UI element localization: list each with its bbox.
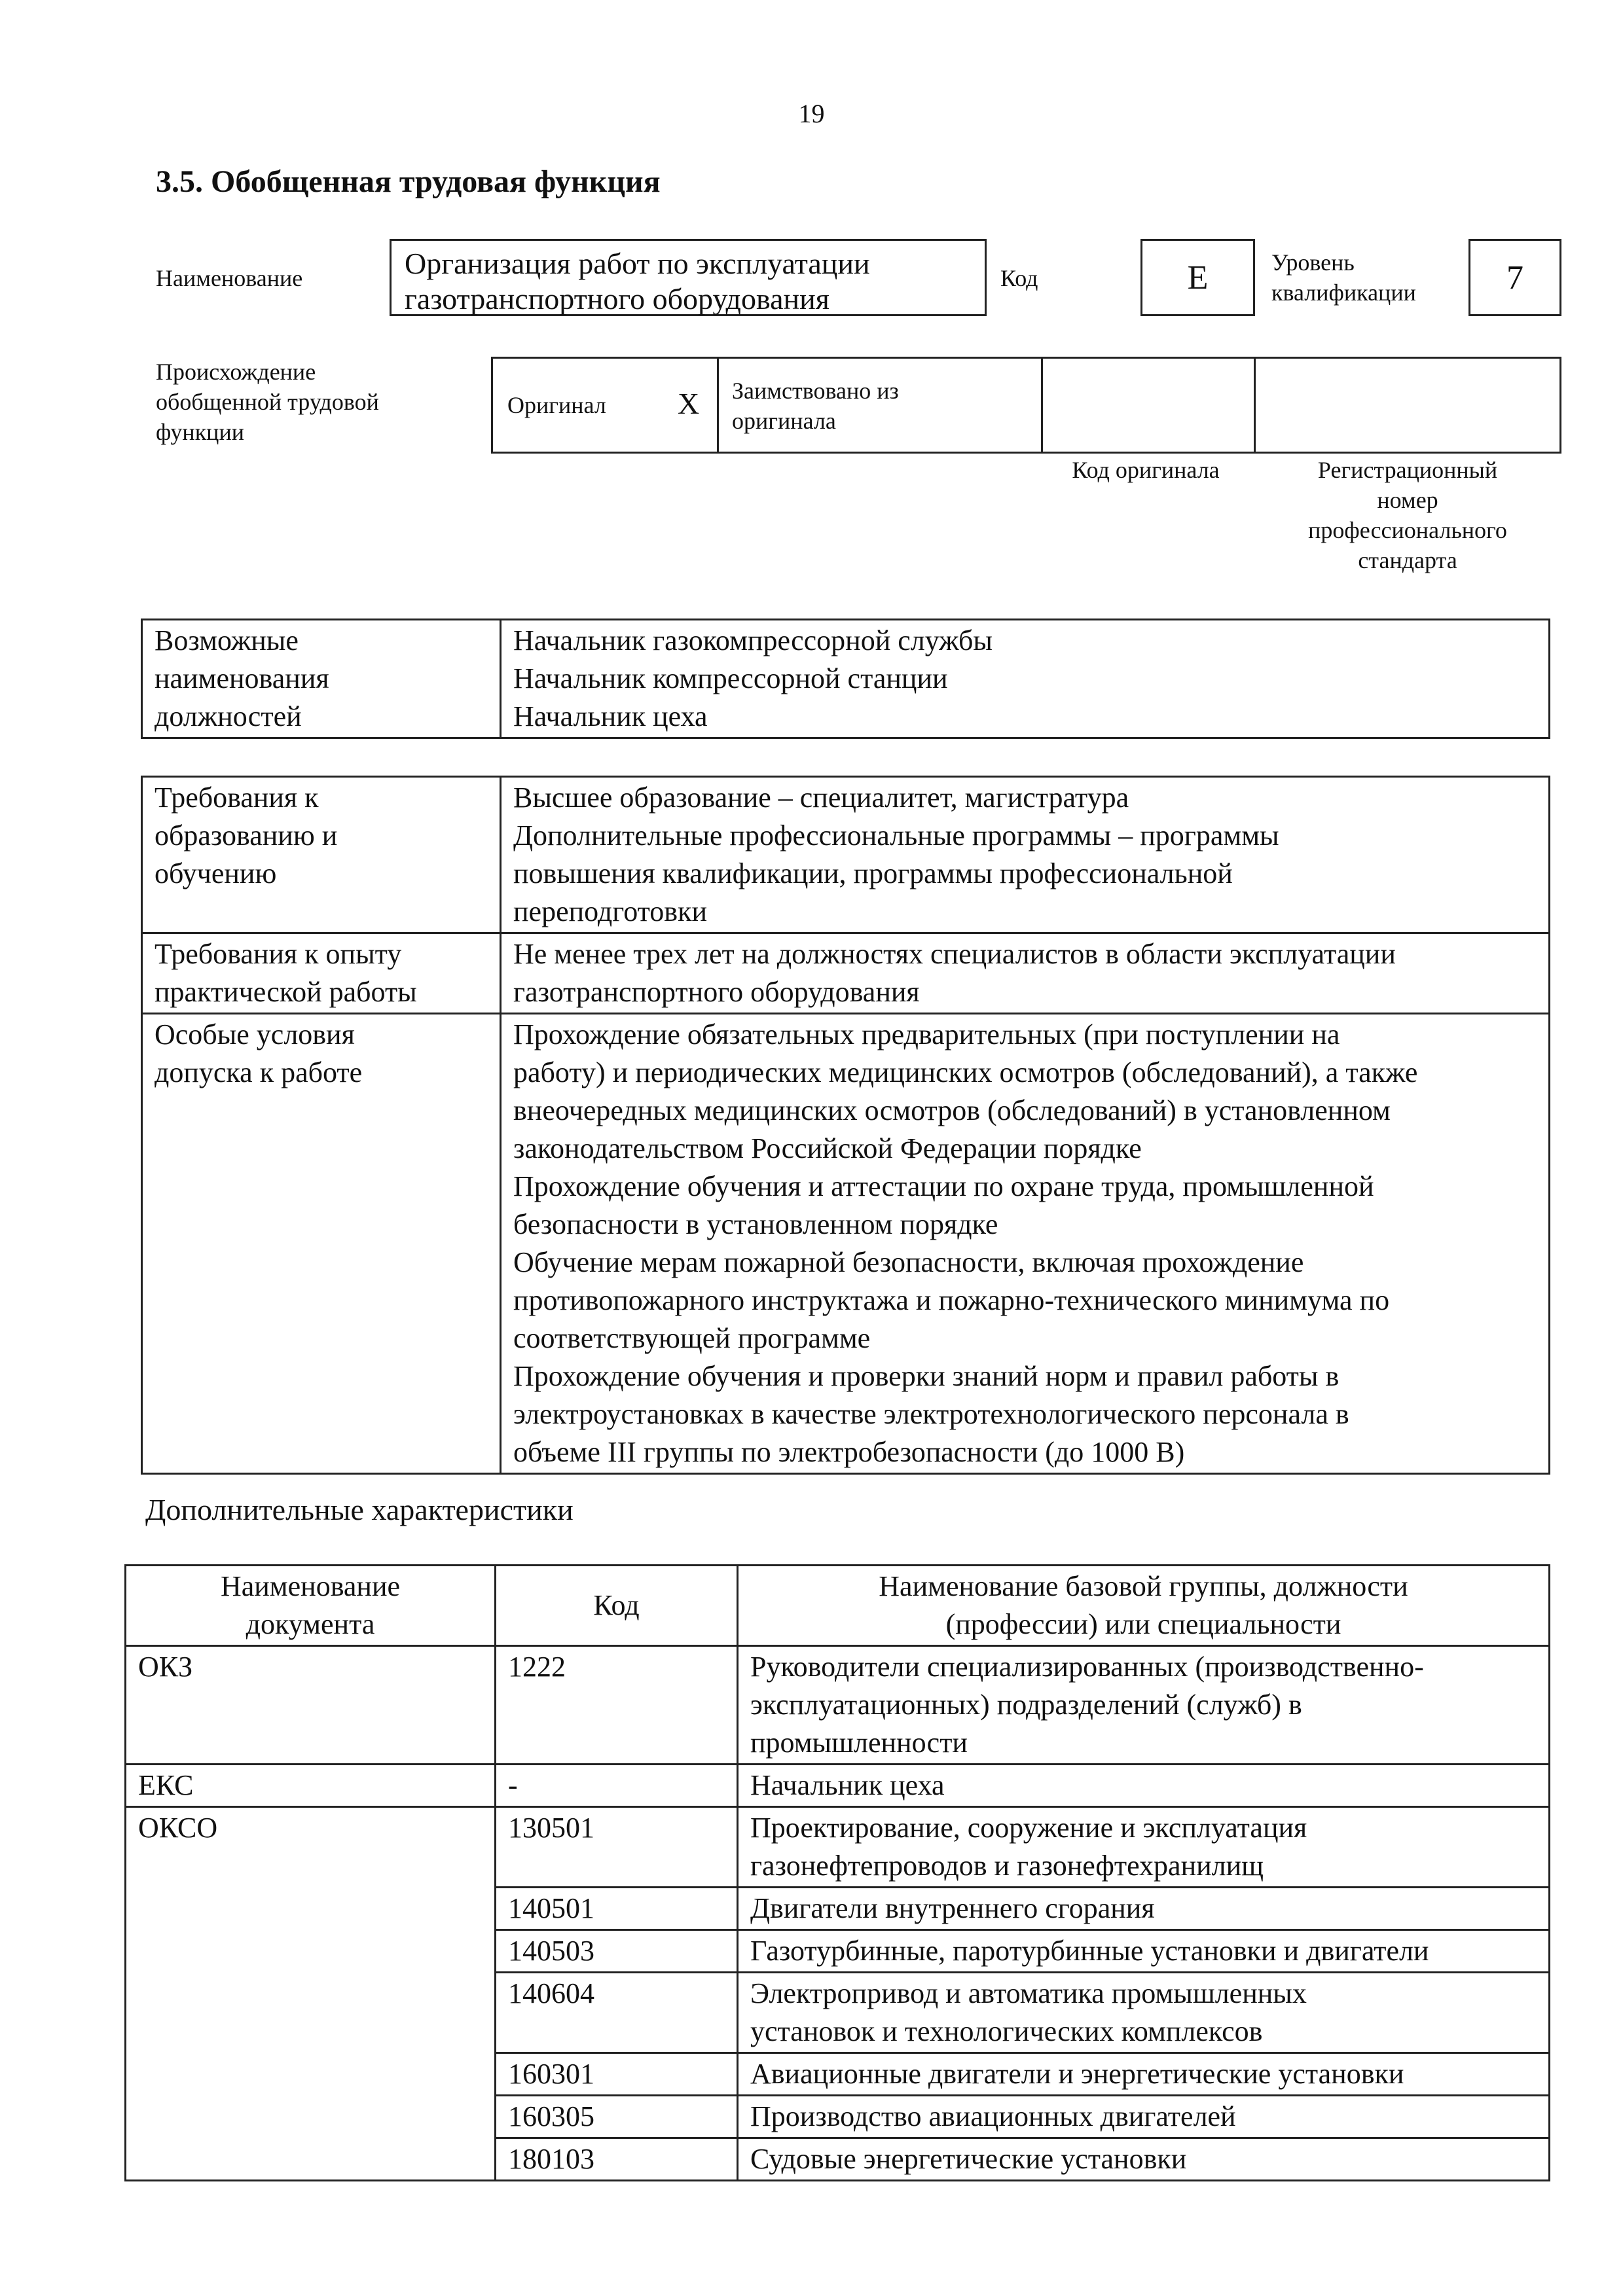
section-title: 3.5. Обобщенная трудовая функция — [156, 164, 661, 199]
reg-number-line: профессионального — [1308, 517, 1507, 543]
conditions-text-line: электроустановках в качестве электротехнологического персонала в — [513, 1398, 1349, 1430]
conditions-text-line: внеочередных медицинских осмотров (обследований) в установленном — [513, 1094, 1391, 1126]
borrowed-label-line: оригинала — [732, 408, 836, 434]
header-doc-line: документа — [246, 1608, 375, 1640]
row-name-line: установок и технологических комплексов — [750, 2015, 1263, 2047]
conditions-text-line: объеме III группы по электробезопасности (до 1000 В) — [513, 1436, 1185, 1468]
original-label: Оригинал — [507, 392, 606, 418]
table-header-row — [126, 1566, 1550, 1646]
positions-label-cell — [142, 620, 501, 738]
education-label-line: обучению — [155, 857, 277, 889]
borrowed-label-line: Заимствовано из — [732, 378, 899, 404]
conditions-text-line: Прохождение обучения и проверки знаний норм и правил работы в — [513, 1360, 1340, 1392]
row-name-cell — [738, 1807, 1550, 1888]
row-name-line: Руководители специализированных (производственно- — [750, 1651, 1424, 1683]
position-item: Начальник газокомпрессорной службы — [513, 624, 993, 656]
origin-label — [156, 357, 379, 447]
row-code-cell: 160301 — [496, 2053, 738, 2096]
row-code-cell: 160305 — [496, 2096, 738, 2138]
conditions-text-line: Обучение мерам пожарной безопасности, включая прохождение — [513, 1246, 1304, 1278]
conditions-label-line: Особые условия — [155, 1018, 355, 1050]
origin-original-cell — [493, 359, 719, 452]
education-label-line: Требования к — [155, 781, 319, 814]
row-name-cell: Газотурбинные, паротурбинные установки и двигатели — [738, 1930, 1550, 1973]
table-row — [142, 1014, 1550, 1474]
experience-label-line: практической работы — [155, 976, 417, 1008]
reg-number-label — [1254, 455, 1561, 575]
row-code-cell: 130501 — [496, 1807, 738, 1888]
table-row — [142, 777, 1550, 933]
table-row — [142, 933, 1550, 1014]
level-label-line: квалификации — [1271, 279, 1416, 306]
row-name-line: газонефтепроводов и газонефтехранилищ — [750, 1850, 1264, 1882]
education-text-line: повышения квалификации, программы профессиональной — [513, 857, 1233, 889]
conditions-text-line: Прохождение обязательных предварительных (при поступлении на — [513, 1018, 1340, 1050]
reg-number-line: Регистрационный — [1317, 457, 1498, 483]
row-code-cell: 140604 — [496, 1973, 738, 2053]
position-item: Начальник цеха — [513, 700, 708, 732]
experience-text-line: Не менее трех лет на должностях специалистов в области эксплуатации — [513, 938, 1396, 970]
row-code-cell: 140501 — [496, 1888, 738, 1930]
table-row — [126, 1807, 1550, 1888]
row-code-cell: 1222 — [496, 1646, 738, 1765]
row-name-line: эксплуатационных) подразделений (служб) в — [750, 1689, 1302, 1721]
position-item: Начальник компрессорной станции — [513, 662, 948, 694]
level-value-box: 7 — [1468, 239, 1561, 316]
row-doc-cell: ОКСО — [126, 1807, 496, 2181]
original-code-cell — [1043, 359, 1256, 452]
positions-label-line: наименования — [155, 662, 329, 694]
conditions-text-line: безопасности в установленном порядке — [513, 1208, 998, 1240]
row-name-cell: Двигатели внутреннего сгорания — [738, 1888, 1550, 1930]
positions-label-line: должностей — [155, 700, 302, 732]
education-text-cell — [501, 777, 1550, 933]
header-name-cell — [738, 1566, 1550, 1646]
conditions-text-cell — [501, 1014, 1550, 1474]
origin-label-line: Происхождение — [156, 359, 316, 385]
table-row — [142, 620, 1550, 738]
experience-text-line: газотранспортного оборудования — [513, 976, 920, 1008]
additional-table — [124, 1564, 1550, 2181]
name-value-line: Организация работ по эксплуатации — [405, 247, 870, 280]
reg-number-cell — [1256, 359, 1559, 452]
table-row — [126, 1646, 1550, 1765]
origin-borrowed-cell — [719, 359, 1043, 452]
name-value-line: газотранспортного оборудования — [405, 282, 830, 315]
row-code-cell: 140503 — [496, 1930, 738, 1973]
positions-label-line: Возможные — [155, 624, 299, 656]
reg-number-line: номер — [1377, 487, 1438, 513]
origin-table — [491, 357, 1561, 454]
level-label-line: Уровень — [1271, 249, 1355, 276]
borrowed-label — [732, 376, 899, 436]
education-label-cell — [142, 777, 501, 933]
row-name-cell — [738, 1973, 1550, 2053]
row-name-cell: Судовые энергетические установки — [738, 2138, 1550, 2181]
row-doc-cell: ЕКС — [126, 1765, 496, 1807]
level-label — [1271, 247, 1416, 308]
row-name-cell: Начальник цеха — [738, 1765, 1550, 1807]
conditions-label-cell — [142, 1014, 501, 1474]
conditions-label-line: допуска к работе — [155, 1056, 363, 1088]
original-mark: X — [678, 387, 700, 420]
header-name-line: Наименование базовой группы, должности — [879, 1570, 1408, 1602]
education-label-line: образованию и — [155, 819, 338, 852]
row-name-line: промышленности — [750, 1727, 968, 1759]
row-name-line: Электропривод и автоматика промышленных — [750, 1977, 1307, 2009]
positions-table — [141, 619, 1550, 739]
additional-title: Дополнительные характеристики — [145, 1493, 574, 1526]
row-name-cell — [738, 1646, 1550, 1765]
name-value-box — [390, 239, 987, 316]
row-doc-cell: ОКЗ — [126, 1646, 496, 1765]
header-name-line: (профессии) или специальности — [945, 1608, 1341, 1640]
row-name-cell: Производство авиационных двигателей — [738, 2096, 1550, 2138]
conditions-text-line: соответствующей программе — [513, 1322, 871, 1354]
row-code-cell: 180103 — [496, 2138, 738, 2181]
code-label: Код — [1000, 265, 1038, 291]
code-value-box: E — [1140, 239, 1255, 316]
header-code-cell: Код — [496, 1566, 738, 1646]
positions-values-cell — [501, 620, 1550, 738]
conditions-text-line: работу) и периодических медицинских осмотров (обследований), а также — [513, 1056, 1418, 1088]
experience-label-cell — [142, 933, 501, 1014]
header-doc-line: Наименование — [220, 1570, 401, 1602]
origin-label-line: функции — [156, 419, 244, 445]
original-code-label: Код оригинала — [1072, 457, 1220, 483]
table-row — [126, 1765, 1550, 1807]
row-code-cell: - — [496, 1765, 738, 1807]
reg-number-line: стандарта — [1358, 547, 1457, 573]
header-doc-cell — [126, 1566, 496, 1646]
requirements-table — [141, 776, 1550, 1475]
origin-label-line: обобщенной трудовой — [156, 389, 379, 415]
page-number: 19 — [798, 99, 825, 128]
education-text-line: переподготовки — [513, 895, 707, 927]
conditions-text-line: Прохождение обучения и аттестации по охране труда, промышленной — [513, 1170, 1374, 1202]
experience-text-cell — [501, 933, 1550, 1014]
conditions-text-line: законодательством Российской Федерации порядке — [513, 1132, 1142, 1164]
row-name-cell: Авиационные двигатели и энергетические установки — [738, 2053, 1550, 2096]
conditions-text-line: противопожарного инструктажа и пожарно-технического минимума по — [513, 1284, 1390, 1316]
name-label: Наименование — [156, 265, 303, 291]
experience-label-line: Требования к опыту — [155, 938, 402, 970]
education-text-line: Высшее образование – специалитет, магистратура — [513, 781, 1129, 814]
row-name-line: Проектирование, сооружение и эксплуатация — [750, 1812, 1307, 1844]
education-text-line: Дополнительные профессиональные программы – программы — [513, 819, 1279, 852]
